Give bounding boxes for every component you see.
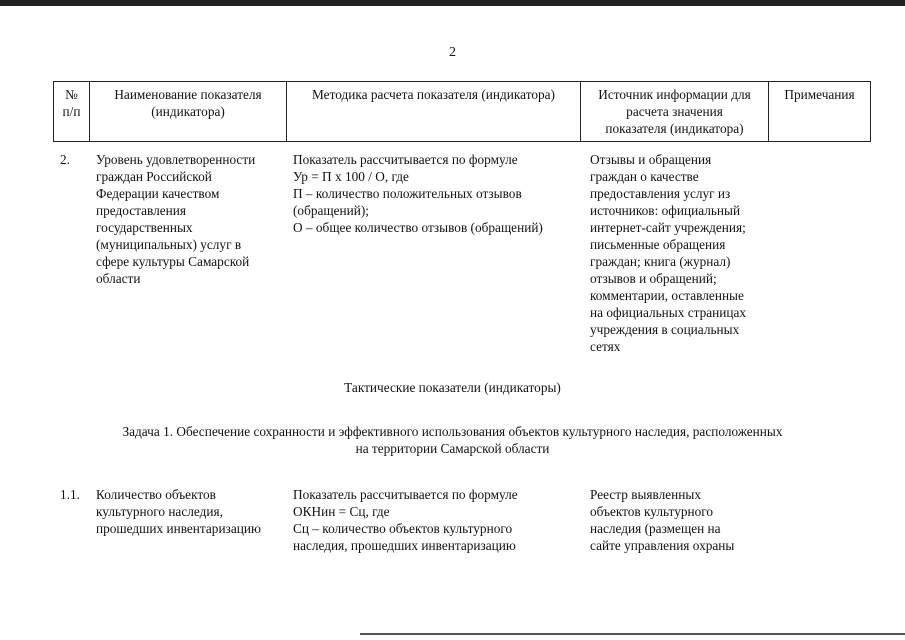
header-num-line-2: п/п: [62, 104, 81, 119]
row2-source-line: граждан; книга (журнал): [590, 254, 731, 269]
row2-num: 2.: [60, 152, 70, 167]
header-num-line-1: №: [65, 87, 78, 102]
row2-name-line: государственных: [96, 220, 193, 235]
header-method-line-1: Методика расчета показателя (индикатора): [312, 87, 555, 102]
top-border: [0, 0, 905, 6]
row2-source-line: интернет-сайт учреждения;: [590, 220, 746, 235]
row2-source-line: граждан о качестве: [590, 169, 699, 184]
row11-name-line: прошедших инвентаризацию: [96, 521, 261, 536]
row2-method: [293, 151, 593, 236]
task-title: [0, 423, 905, 457]
row11-name-line: Количество объектов: [96, 487, 216, 502]
row2-name-line: сфере культуры Самарской: [96, 254, 250, 269]
row2-method-line: П – количество положительных отзывов: [293, 186, 522, 201]
row2-source-line: Отзывы и обращения: [590, 152, 712, 167]
row2-source-line: учреждения в социальных: [590, 322, 740, 337]
section-title: Тактические показатели (индикаторы): [344, 380, 561, 395]
row11-method: [293, 486, 593, 554]
row11-name: [96, 486, 286, 537]
row2-source-line: на официальных страницах: [590, 305, 747, 320]
header-name-line-2: (индикатора): [151, 104, 225, 119]
row11-name-line: культурного наследия,: [96, 504, 223, 519]
task-title-line-2: на территории Самарской области: [355, 441, 550, 456]
header-cell-name: [90, 82, 287, 142]
row11-source-line: Реестр выявленных: [590, 487, 701, 502]
page-number: 2: [449, 45, 456, 60]
row2-name-line: (муниципальных) услуг в: [96, 237, 242, 252]
row11-source-line: наследия (размещен на: [590, 521, 721, 536]
row2-source-line: сетях: [590, 339, 621, 354]
row2-name-line: Уровень удовлетворенности: [96, 152, 256, 167]
bottom-rule: [360, 633, 905, 635]
row2-name-line: области: [96, 271, 141, 286]
row2-method-line: Показатель рассчитывается по формуле: [293, 152, 518, 167]
row2-name-line: Федерации качеством: [96, 186, 220, 201]
row2-source-line: предоставления услуг из: [590, 186, 731, 201]
row2-source-line: отзывов и обращений;: [590, 271, 717, 286]
row2-method-line: Ур = П х 100 / О, где: [293, 169, 409, 184]
table-header: [53, 81, 871, 142]
row2-source: [590, 151, 775, 355]
row2-source-line: комментарии, оставленные: [590, 288, 744, 303]
header-source-line-1: Источник информации для: [598, 87, 751, 102]
row2-source-line: источников: официальный: [590, 203, 741, 218]
header-cell-num: [54, 82, 90, 142]
header-source-line-3: показателя (индикатора): [605, 121, 744, 136]
row11-source-line: объектов культурного: [590, 504, 714, 519]
row2-name: [96, 151, 286, 287]
row2-method-line: О – общее количество отзывов (обращений): [293, 220, 543, 235]
row11-num: 1.1.: [60, 487, 80, 502]
header-cell-source: [581, 82, 769, 142]
header-notes-line-1: Примечания: [784, 87, 855, 102]
row2-method-line: (обращений);: [293, 203, 370, 218]
row11-method-line: Показатель рассчитывается по формуле: [293, 487, 518, 502]
task-title-line-1: Задача 1. Обеспечение сохранности и эффективного использования объектов культурного наследия, расположенных: [122, 424, 783, 439]
row11-method-line: ОКНин = Сц, где: [293, 504, 390, 519]
header-name-line-1: Наименование показателя: [114, 87, 262, 102]
row11-source: [590, 486, 775, 554]
row11-method-line: наследия, прошедших инвентаризацию: [293, 538, 516, 553]
row11-source-line: сайте управления охраны: [590, 538, 735, 553]
row2-source-line: письменные обращения: [590, 237, 726, 252]
row11-method-line: Сц – количество объектов культурного: [293, 521, 513, 536]
row2-name-line: предоставления: [96, 203, 187, 218]
header-source-line-2: расчета значения: [626, 104, 723, 119]
header-cell-notes: [769, 82, 871, 142]
row2-name-line: граждан Российской: [96, 169, 212, 184]
header-cell-method: [287, 82, 581, 142]
